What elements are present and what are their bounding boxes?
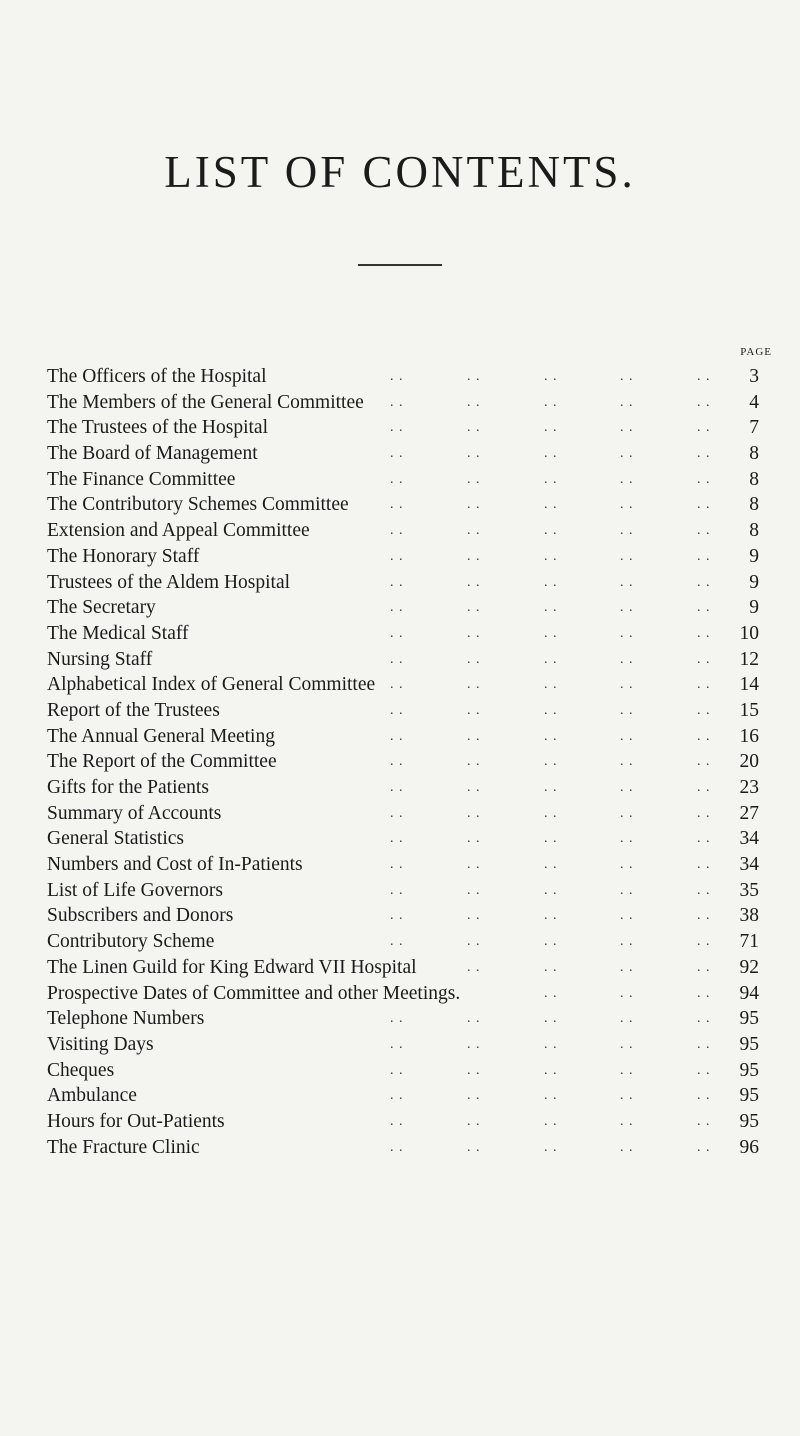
toc-entry [47,903,759,929]
leader-dots: . . [390,600,404,616]
toc-entry-title: Cheques [47,1059,115,1081]
leader-dots: . . [697,548,711,564]
toc-entry-page: 96 [739,1136,759,1158]
toc-entry-title: The Contributory Schemes Committee [47,494,349,516]
leader-dots: . . [544,1139,558,1155]
leader-dots: . . [620,831,634,847]
leader-dots: . . [544,548,558,564]
toc-entry-page: 95 [739,1085,759,1107]
leader-dots: . . [697,523,711,539]
toc-entry [47,775,759,801]
leader-dots: . . [620,471,634,487]
toc-entry [47,544,759,570]
leader-dots: . . [544,959,558,975]
leader-dots: . . [390,677,404,693]
toc-entry-page: 15 [739,699,759,721]
toc-entry-title: Report of the Trustees [47,699,220,721]
toc-entry [47,955,759,981]
toc-entry-page: 34 [739,828,759,850]
leader-dots: . . [697,471,711,487]
toc-entry-title: Contributory Scheme [47,931,215,953]
leader-dots: . . [697,677,711,693]
toc-entry [47,492,759,518]
leader-dots: . . [620,1036,634,1052]
leader-dots: . . [544,471,558,487]
toc-entry-page: 34 [739,854,759,876]
leader-dots: . . [620,420,634,436]
toc-entry [47,467,759,493]
toc-entry-page: 12 [739,648,759,670]
toc-entry [47,929,759,955]
leader-dots: . . [544,754,558,770]
leader-dots: . . [697,857,711,873]
leader-dots: . . [620,1139,634,1155]
toc-entry [47,1006,759,1032]
toc-entry-page: 8 [749,520,759,542]
toc-entry-page: 8 [749,494,759,516]
toc-entry-title: Hours for Out-Patients [47,1110,225,1132]
toc-entry-title: The Report of the Committee [47,751,277,773]
leader-dots: . . [697,882,711,898]
leader-dots: . . [697,702,711,718]
toc-entry [47,698,759,724]
leader-dots: . . [544,1036,558,1052]
leader-dots: . . [390,831,404,847]
leader-dots: . . [697,1062,711,1078]
leader-dots: . . [544,394,558,410]
leader-dots: . . [544,677,558,693]
leader-dots: . . [467,420,481,436]
toc-entry [47,364,759,390]
toc-entry [47,621,759,647]
leader-dots: . . [467,600,481,616]
leader-dots: . . [620,805,634,821]
leader-dots: . . [390,548,404,564]
leader-dots: . . [467,702,481,718]
leader-dots: . . [620,1113,634,1129]
toc-entry [47,1032,759,1058]
leader-dots: . . [390,369,404,384]
leader-dots: . . [467,934,481,950]
leader-dots: . . [697,369,711,384]
toc-entry-title: Gifts for the Patients [47,777,209,798]
leader-dots: . . [467,497,481,513]
toc-entry [47,518,759,544]
leader-dots: . . [697,574,711,590]
leader-dots: . . [697,1113,711,1129]
leader-dots: . . [620,702,634,718]
toc-entry-title: The Honorary Staff [47,545,200,567]
leader-dots: . . [697,1011,711,1027]
leader-dots: . . [467,548,481,564]
leader-dots: . . [697,728,711,744]
leader-dots: . . [620,574,634,590]
leader-dots: . . [544,420,558,436]
leader-dots: . . [697,625,711,641]
leader-dots: . . [467,677,481,693]
leader-dots: . . [467,1062,481,1078]
toc-entry-page: 71 [739,931,759,953]
leader-dots: . . [697,497,711,513]
leader-dots: . . [620,651,634,667]
leader-dots: . . [544,831,558,847]
toc-entry-title: Extension and Appeal Committee [47,520,310,542]
leader-dots: . . [467,959,481,975]
toc-entry-page: 95 [739,1110,759,1132]
toc-entry-title: The Secretary [47,597,156,619]
leader-dots: . . [544,1113,558,1129]
toc-entry-page: 35 [739,879,759,901]
leader-dots: . . [620,369,634,384]
toc-entry-title: The Finance Committee [47,468,236,490]
leader-dots: . . [620,1062,634,1078]
leader-dots: . . [467,805,481,821]
leader-dots: . . [620,908,634,924]
toc-entry [47,570,759,596]
toc-entry [47,415,759,441]
toc-entry-page: 9 [749,597,759,619]
leader-dots: . . [544,728,558,744]
toc-entry-page: 95 [739,1033,759,1055]
leader-dots: . . [467,574,481,590]
toc-entry [47,749,759,775]
leader-dots: . . [467,369,481,384]
leader-dots: . . [467,446,481,462]
leader-dots: . . [544,805,558,821]
leader-dots: . . [620,857,634,873]
leader-dots: . . [544,1011,558,1027]
toc-entry-page: 4 [749,391,759,413]
toc-entry-title: General Statistics [47,828,185,850]
leader-dots: . . [467,394,481,410]
toc-entry [47,1109,759,1135]
leader-dots: . . [544,857,558,873]
leader-dots: . . [544,780,558,795]
leader-dots: . . [390,446,404,462]
leader-dots: . . [390,651,404,667]
leader-dots: . . [620,497,634,513]
toc-entry-title: The Linen Guild for King Edward VII Hospital [47,956,417,978]
toc-entry-title: The Board of Management [47,443,258,465]
leader-dots: . . [467,471,481,487]
toc-entry-title: Prospective Dates of Committee and other Meetings. [47,982,461,1004]
leader-dots: . . [544,651,558,667]
toc-entry-page: 23 [739,777,759,798]
leader-dots: . . [697,780,711,795]
leader-dots: . . [544,1088,558,1104]
toc-entry [47,981,759,1007]
leader-dots: . . [697,420,711,436]
leader-dots: . . [697,805,711,821]
leader-dots: . . [467,1088,481,1104]
leader-dots: . . [620,985,634,1001]
toc-entry-page: 8 [749,443,759,465]
toc-entry-page: 27 [739,802,759,824]
toc-entry-page: 10 [739,622,759,644]
leader-dots: . . [697,600,711,616]
toc-entry [47,1058,759,1084]
leader-dots: . . [697,1139,711,1155]
toc-entry [47,826,759,852]
leader-dots: . . [390,420,404,436]
toc-entry-page: 95 [739,1008,759,1030]
leader-dots: . . [620,523,634,539]
leader-dots: . . [544,625,558,641]
toc-entry-title: Nursing Staff [47,648,153,670]
toc-entry [47,724,759,750]
leader-dots: . . [467,523,481,539]
leader-dots: . . [620,1088,634,1104]
toc-entry-page: 9 [749,545,759,567]
leader-dots: . . [697,446,711,462]
leader-dots: . . [544,446,558,462]
toc-entry-page: 20 [739,751,759,773]
leader-dots: . . [390,497,404,513]
toc-entry-title: List of Life Governors [47,879,223,901]
leader-dots: . . [620,934,634,950]
toc-entry-page: 3 [749,366,759,387]
page-title: LIST OF CONTENTS. [164,147,636,197]
leader-dots: . . [467,857,481,873]
leader-dots: . . [544,369,558,384]
leader-dots: . . [620,625,634,641]
leader-dots: . . [620,959,634,975]
leader-dots: . . [697,651,711,667]
leader-dots: . . [697,1088,711,1104]
toc-entry-title: The Officers of the Hospital [47,366,267,387]
leader-dots: . . [390,754,404,770]
leader-dots: . . [620,754,634,770]
toc-entry [47,852,759,878]
leader-dots: . . [390,857,404,873]
leader-dots: . . [544,985,558,1001]
leader-dots: . . [544,600,558,616]
toc-entry-page: 92 [739,956,759,978]
toc-entry-title: The Trustees of the Hospital [47,417,268,439]
leader-dots: . . [544,882,558,898]
leader-dots: . . [620,1011,634,1027]
leader-dots: . . [467,754,481,770]
toc-entry [47,878,759,904]
leader-dots: . . [390,1088,404,1104]
leader-dots: . . [467,908,481,924]
leader-dots: . . [697,394,711,410]
toc-entry-title: The Medical Staff [47,622,189,644]
leader-dots: . . [620,394,634,410]
leader-dots: . . [467,728,481,744]
leader-dots: . . [390,728,404,744]
leader-dots: . . [467,1139,481,1155]
toc-entry-page: 38 [739,905,759,927]
leader-dots: . . [620,600,634,616]
leader-dots: . . [390,1011,404,1027]
toc-entry-title: The Fracture Clinic [47,1136,200,1158]
toc-entry [47,1083,759,1109]
leader-dots: . . [697,985,711,1001]
toc-entry-title: Ambulance [47,1085,137,1107]
leader-dots: . . [697,908,711,924]
leader-dots: . . [620,882,634,898]
leader-dots: . . [544,574,558,590]
leader-dots: . . [390,1113,404,1129]
leader-dots: . . [620,728,634,744]
leader-dots: . . [697,831,711,847]
toc-entry-page: 7 [749,417,759,439]
toc-entry [47,647,759,673]
toc-entry-title: Alphabetical Index of General Committee [47,674,376,696]
leader-dots: . . [390,1139,404,1155]
toc-entry-title: Visiting Days [47,1033,154,1055]
toc-entry-page: 16 [739,725,759,747]
leader-dots: . . [620,548,634,564]
leader-dots: . . [390,625,404,641]
leader-dots: . . [544,1062,558,1078]
toc-entry-page: 95 [739,1059,759,1081]
contents-list [47,364,759,1160]
leader-dots: . . [620,780,634,795]
leader-dots: . . [544,523,558,539]
title-divider [358,264,442,266]
leader-dots: . . [467,1113,481,1129]
toc-entry-page: 9 [749,571,759,593]
page-column-label: PAGE [740,346,772,358]
leader-dots: . . [544,497,558,513]
toc-entry-title: Summary of Accounts [47,802,222,824]
leader-dots: . . [390,471,404,487]
leader-dots: . . [390,780,404,795]
leader-dots: . . [467,882,481,898]
leader-dots: . . [544,702,558,718]
toc-entry [47,390,759,416]
leader-dots: . . [697,754,711,770]
toc-entry-page: 94 [739,982,759,1004]
leader-dots: . . [390,523,404,539]
toc-entry [47,1135,759,1161]
leader-dots: . . [390,394,404,410]
toc-entry-title: The Members of the General Committee [47,391,364,413]
toc-entry-title: Trustees of the Aldem Hospital [47,571,291,593]
toc-entry-title: The Annual General Meeting [47,725,275,747]
leader-dots: . . [390,882,404,898]
leader-dots: . . [467,780,481,795]
leader-dots: . . [390,908,404,924]
leader-dots: . . [390,934,404,950]
leader-dots: . . [620,677,634,693]
leader-dots: . . [544,934,558,950]
toc-entry [47,595,759,621]
toc-entry-title: Numbers and Cost of In-Patients [47,854,303,876]
leader-dots: . . [467,651,481,667]
leader-dots: . . [697,1036,711,1052]
toc-entry [47,801,759,827]
leader-dots: . . [390,1036,404,1052]
leader-dots: . . [390,1062,404,1078]
leader-dots: . . [620,446,634,462]
leader-dots: . . [467,831,481,847]
leader-dots: . . [390,702,404,718]
toc-entry-title: Subscribers and Donors [47,905,234,927]
leader-dots: . . [390,805,404,821]
leader-dots: . . [467,1011,481,1027]
leader-dots: . . [467,625,481,641]
toc-entry-page: 14 [739,674,759,696]
leader-dots: . . [390,574,404,590]
leader-dots: . . [544,908,558,924]
leader-dots: . . [697,959,711,975]
toc-entry-title: Telephone Numbers [47,1008,205,1030]
leader-dots: . . [467,1036,481,1052]
toc-entry-page: 8 [749,468,759,490]
toc-entry [47,672,759,698]
leader-dots: . . [697,934,711,950]
toc-entry [47,441,759,467]
